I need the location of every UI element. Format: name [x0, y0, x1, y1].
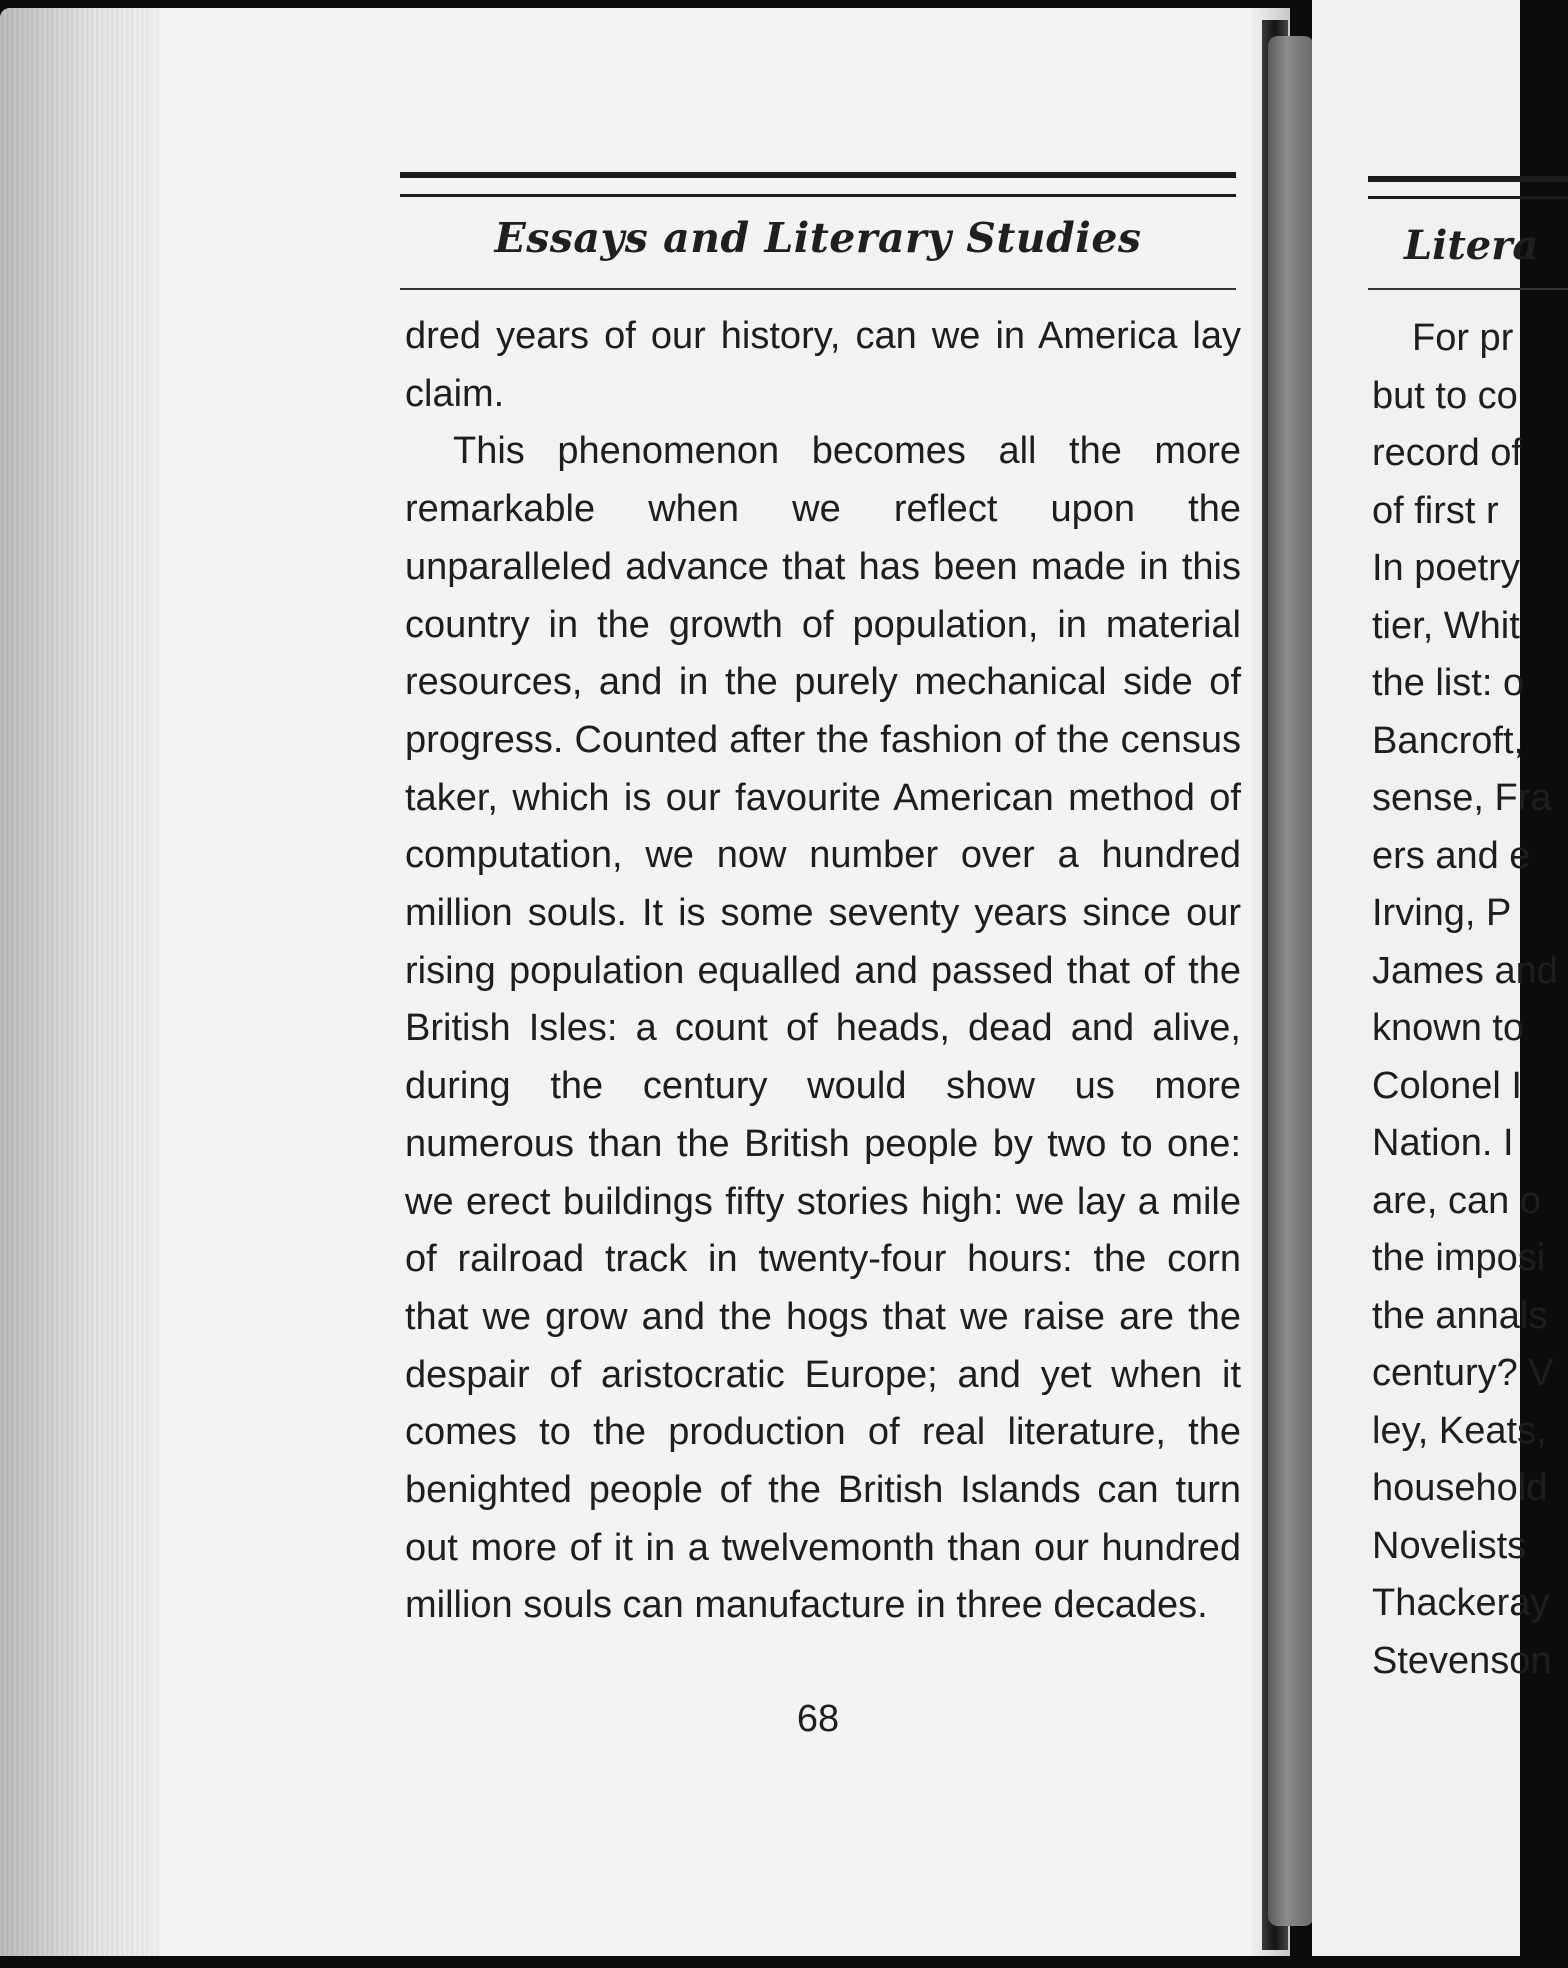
- running-head: Essays and Literary Studies: [494, 214, 1142, 262]
- header-rule-thin: [1368, 196, 1568, 199]
- running-head: Litera: [1404, 222, 1539, 269]
- text-line: record of: [1372, 432, 1522, 474]
- text-line: Irving, P: [1372, 892, 1512, 934]
- text-line: century? V: [1372, 1352, 1554, 1394]
- text-line: Stevenson: [1372, 1639, 1552, 1682]
- text-line: Nation. I: [1372, 1122, 1514, 1164]
- page-number: 68: [796, 1698, 840, 1740]
- header-rule-thick: [400, 172, 1236, 178]
- text-line: ley, Keats,: [1372, 1409, 1547, 1452]
- book-binding: [1268, 36, 1314, 1926]
- text-line: Thackeray: [1372, 1582, 1550, 1624]
- text-line: are, can o: [1372, 1179, 1541, 1222]
- text-line: the imposi: [1372, 1237, 1546, 1279]
- right-page: [1312, 0, 1558, 1968]
- text-line: For pr: [1412, 317, 1514, 359]
- text-line: James and: [1372, 949, 1558, 992]
- text-lines: [1372, 310, 1558, 1690]
- text-line: sense, Fra: [1372, 777, 1552, 819]
- page-edges: [0, 8, 160, 1958]
- text-line: household: [1372, 1467, 1548, 1509]
- running-head-rule: [1368, 288, 1568, 290]
- scan-border: [0, 1956, 1520, 1968]
- header-rule-thin: [400, 194, 1236, 197]
- text-line: Colonel I: [1372, 1064, 1522, 1107]
- text-line: of first r: [1372, 489, 1499, 532]
- text-line: tier, Whit: [1372, 604, 1520, 647]
- body-text: [405, 308, 1241, 1635]
- running-head-rule: [400, 288, 1236, 290]
- text-line: ers and e: [1372, 834, 1531, 877]
- header-rule-thick: [1368, 176, 1568, 182]
- left-page: [0, 8, 1290, 1958]
- text-line: Novelists: [1372, 1524, 1527, 1567]
- text-line: but to co: [1372, 374, 1518, 417]
- text-line: Bancroft,: [1372, 719, 1525, 762]
- text-line: the annals: [1372, 1294, 1548, 1337]
- text-line: known to: [1372, 1007, 1525, 1049]
- text-line: the list: o: [1372, 662, 1525, 704]
- text-line: In poetry: [1372, 547, 1520, 589]
- paragraph: This phenomenon becomes all the more remarkable when we reflect upon the unparalleled advance that has been made in this country in the growth of population, in material resources, and in the purely mechanical side of progress. Counted after the fashion of the census taker, which is our favourite American method of computation, we now number over a hundred million souls. It is some seventy years since our rising population equalled and passed that of the British Isles: a count of heads, dead and alive, during the century would show us more numerous than the British people by two to one: we erect buildings fifty stories high: we lay a mile of railroad track in twenty-four hours: the corn that we grow and the hogs that we raise are the despair of aristocratic Europe; and yet when it comes to the production of real literature, the benighted people of the British Islands can turn out more of it in a twelvemonth than our hundred million souls can manufacture in three decades.: [405, 430, 1241, 1627]
- paragraph: dred years of our history, can we in America lay claim.: [405, 315, 1241, 415]
